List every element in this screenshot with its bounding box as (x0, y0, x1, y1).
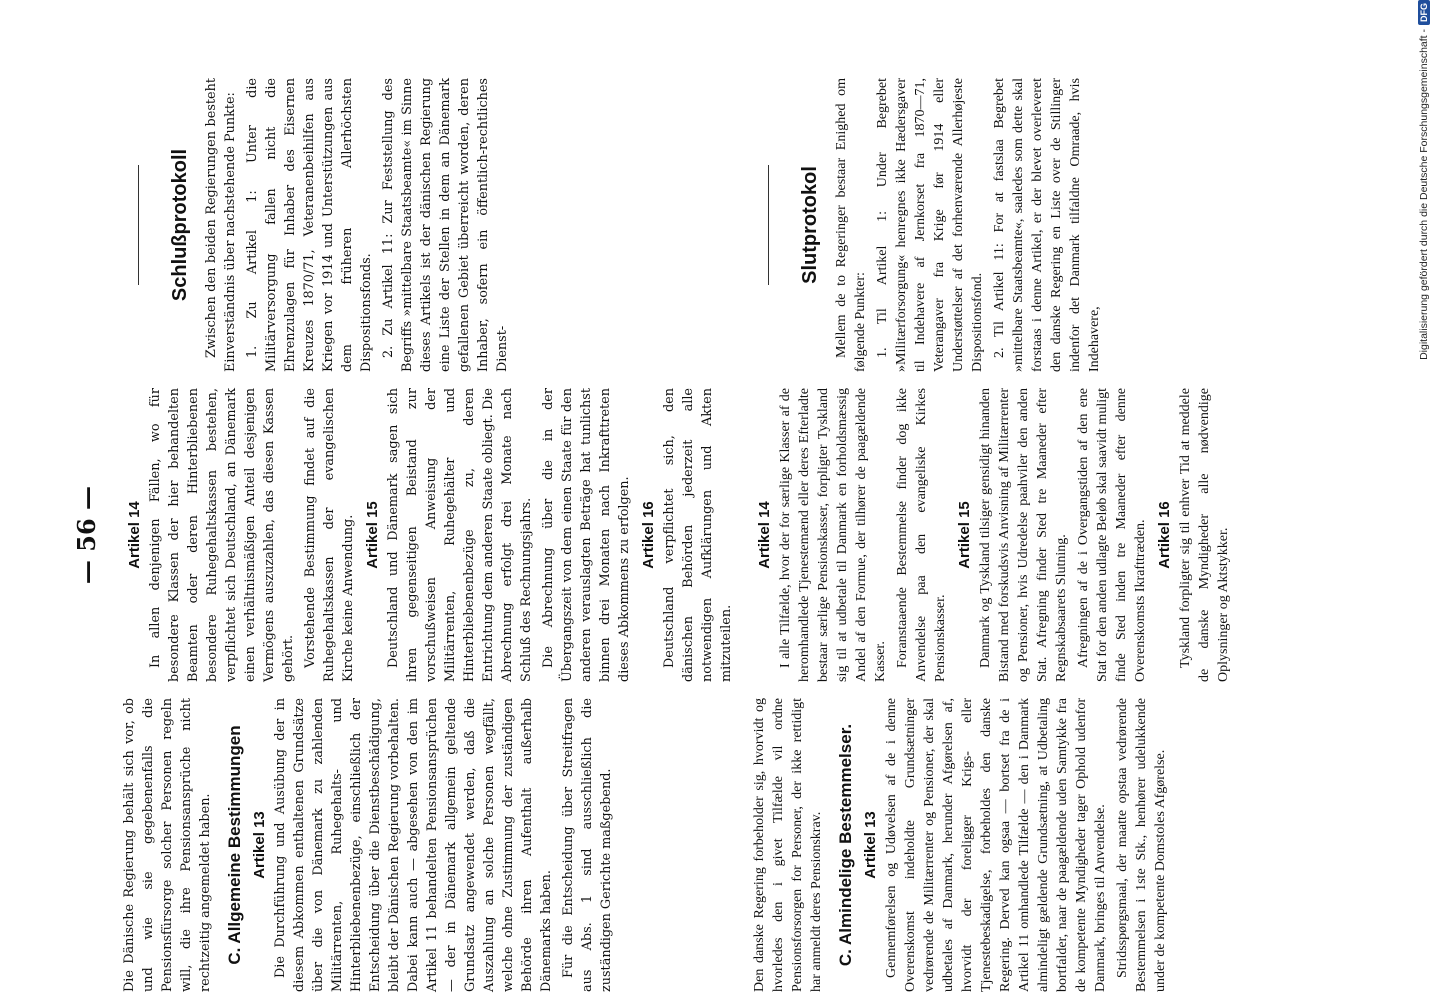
german-art14-paragraph-2: Vorstehende Bestimmung findet auf die Ruhegehaltskassen der evangelischen Kirche keine Anwendung. (303, 388, 356, 682)
danish-text-block (750, 70, 1368, 1000)
german-column-2 (120, 380, 738, 690)
german-art13-heading: Artikel 13 (251, 811, 268, 879)
danish-section-c-heading: C. Almindelige Bestemmelser. (836, 723, 855, 967)
danish-art15-heading: Artikel 15 (956, 501, 973, 569)
german-section-c-heading: C. Allgemeine Bestimmungen (225, 725, 244, 965)
danish-art13-heading: Artikel 13 (862, 811, 879, 879)
danish-protocol-item-2: 2. Til Artikel 11: For at fastslaa Begrebet »mittelbare Staatsbeamte«, saaledes som dette skal forstaas i denne Artikel, er der blevet overleveret den danske Regering en Liste over de Stillinger indenfor det Danmark tilfaldne Omraade, hvis Indehavere, (992, 78, 1102, 372)
german-protocol-heading: Schlußprotokoll (169, 148, 191, 302)
german-art14-heading: Artikel 14 (126, 501, 143, 569)
danish-protocol-item-1: 1. Til Artikel 1: Under Begrebet »Militærforsorgung« henregnes ikke Hædersgaver til Indehavere af Jernkorset fra 1870—71, Veterangaver fra Krige før 1914 eller Understøttelser af det forhenværende Allerhøjeste Dispositionsfond. (875, 78, 985, 372)
danish-column-3 (750, 70, 1368, 380)
german-intro: Die Dänische Regierung behält sich vor, ob und wie sie gegebenenfalls die Pensionsfürsorge solcher Personen regeln will, die ihre Pensionsansprüche nicht rechtzeitig angemeldet haben. (122, 698, 213, 992)
danish-intro: Den danske Regering forbeholder sig, hvorvidt og hvorledes den i givet Tilfælde vil ordne Pensionsforsorgen for Personer, der ikke rettidigt har anmeldt deres Pensionskrav. (752, 698, 824, 992)
german-text-block (120, 70, 738, 1000)
rotated-page-content (64, 70, 1384, 1000)
page-number: — 56 — (72, 485, 101, 585)
danish-column-2 (750, 380, 1368, 690)
german-column-3 (120, 70, 738, 380)
danish-art13-paragraph-1: Gennemførelsen og Udøvelsen af de i denne Overenskomst indeholdte Grundsætninger vedrørende de Militærrenter og Pensioner, der skal udbetales af Danmark, herunder Afgørelsen af, hvorvidt der foreligger Krigs- eller Tjenestebeskadigelse, forbeholdes den danske Regering. Derved kan ogsaa — bortset fra de i Artikel 11 omhandlede Tilfælde — den i Danmark almindeligt gældende Grundsætning, at Udbetaling bortfalder, naar de paagældende uden Samtykke fra de kompetente Myndigheder tager Ophold udenfor Danmark, bringes til Anvendelse. (884, 698, 1108, 992)
digitization-note-text: Digitalisierung gefördert durch die Deutsche Forschungsgemeinschaft - (1418, 29, 1430, 360)
german-art15-paragraph-2: Die Abrechnung über die in der Übergangszeit von dem einen Staate für den anderen verauslagten Beträge hat tunlichst binnen drei Monaten nach Inkrafttreten dieses Abkommens zu erfolgen. (541, 388, 632, 682)
digitization-note (1412, 0, 1434, 1000)
german-art15-paragraph-1: Deutschland und Dänemark sagen sich ihren gegenseitigen Beistand zur vorschußweisen Anweisung der Militärrenten, Ruhegehälter und Hinterbliebenenbezüge zu, deren Entrichtung dem anderen Staate obliegt. Die Abrechnung erfolgt drei Monate nach Schluß des Rechnungsjahrs. (386, 388, 534, 682)
danish-column-1 (750, 690, 1368, 1000)
german-protocol-item-1: 1. Zu Artikel 1: Unter die Militärversorgung fallen nicht die Ehrenzulagen für Inhaber des Eisernen Kreuzes 1870/71, Veteranenbeihilfen aus Kriegen vor 1914 und Unterstützungen aus dem früheren Allerhöchsten Dispositionsfonds. (245, 78, 374, 372)
german-art14-paragraph-1: In allen denjenigen Fällen, wo für besondere Klassen der hier behandelten Beamten oder deren Hinterbliebenen besondere Ruhegehaltskassen bestehen, verpflichtet sich Deutschland, an Dänemark einen verhältnismäßigen Anteil desjenigen Vermögens auszuzahlen, das diesen Kassen gehört. (148, 388, 296, 682)
danish-protocol-heading: Slutprotokol (799, 166, 821, 284)
danish-art13-paragraph-2: Stridsspørgsmaal, der maatte opstaa vedrørende Bestemmelsen i 1ste Stk., henhører udelukkende under de kompetente Domstoles Afgørelse. (1115, 698, 1168, 992)
danish-art14-paragraph-2: Foranstaaende Bestemmelse finder dog ikke Anvendelse paa den evangeliske Kirkes Pensionskasser. (895, 388, 948, 682)
german-art15-heading: Artikel 15 (364, 501, 381, 569)
german-art16-heading: Artikel 16 (640, 501, 657, 569)
german-protocol-intro: Zwischen den beiden Regierungen besteht Einverständnis über nachstehende Punkte: (204, 78, 238, 372)
german-art13-paragraph-1: Die Durchführung und Ausübung der in diesem Abkommen enthaltenen Grundsätze über die von Dänemark zu zahlenden Militärrenten, Ruhegehalts- und Hinterbliebenenbezüge, einschließlich der Entscheidung über die Dienstbeschädigung, bleibt der Dänischen Regierung vorbehalten. Dabei kann auch — abgesehen von den im Artikel 11 behandelten Pensionsansprüchen — der in Dänemark allgemein geltende Grundsatz angewendet werden, daß die Auszahlung an solche Personen wegfällt, welche ohne Zustimmung der zuständigen Behörde ihren Aufenthalt außerhalb Dänemarks haben. (273, 698, 554, 992)
divider-rule (138, 165, 139, 285)
dfg-logo-icon: DFG (1418, 0, 1430, 25)
german-art13-paragraph-2: Für die Entscheidung über Streitfragen aus Abs. 1 sind ausschließlich die zuständigen Gerichte maßgebend. (561, 698, 614, 992)
danish-art16-paragraph-1: Tyskland forpligter sig til enhver Tid at meddele de danske Myndigheder alle nødvendige Oplysninger og Aktstykker. (1178, 388, 1231, 682)
danish-art16-heading: Artikel 16 (1156, 501, 1173, 569)
danish-art15-paragraph-2: Afregningen af de i Overgangstiden af den ene Stat for den anden udlagte Beløb skal saavidt muligt finde Sted inden tre Maaneder efter denne Overenskomsts Ikrafttræden. (1076, 388, 1148, 682)
german-column-1 (120, 690, 738, 1000)
danish-art14-heading: Artikel 14 (756, 501, 773, 569)
divider-rule (768, 165, 769, 285)
danish-art15-paragraph-1: Danmark og Tyskland tilsiger gensidigt hinanden Bistand med forskudsvis Anvisning af Militærrenter og Pensioner, hvis Udredelse paahviler den anden Stat. Afregning finder Sted tre Maaneder efter Regnskabsaarets Slutning. (978, 388, 1069, 682)
german-protocol-item-2: 2. Zu Artikel 11: Zur Feststellung des Begriffs »mittelbare Staatsbeamte« im Sinne dieses Artikels ist der dänischen Regierung eine Liste der Stellen in dem an Dänemark gefallenen Gebiet überreicht worden, deren Inhaber, sofern ein öffentlich-rechtliches Dienst- (381, 78, 510, 372)
danish-protocol-intro: Mellem de to Regeringer bestaar Enighed om følgende Punkter: (834, 78, 868, 372)
danish-art14-paragraph-1: I alle Tilfælde, hvor der for særlige Klasser af de heromhandlede Tjenestemænd eller deres Efterladte bestaar særlige Pensionskasser, forpligter Tyskland sig til at udbetale til Danmark en forholdsmæssig Andel af den Formue, der tilhører de paagældende Kasser. (778, 388, 888, 682)
german-art16-paragraph-1: Deutschland verpflichtet sich, den dänischen Behörden jederzeit alle notwendigen Aufklärungen und Akten mitzuteilen. (662, 388, 734, 682)
